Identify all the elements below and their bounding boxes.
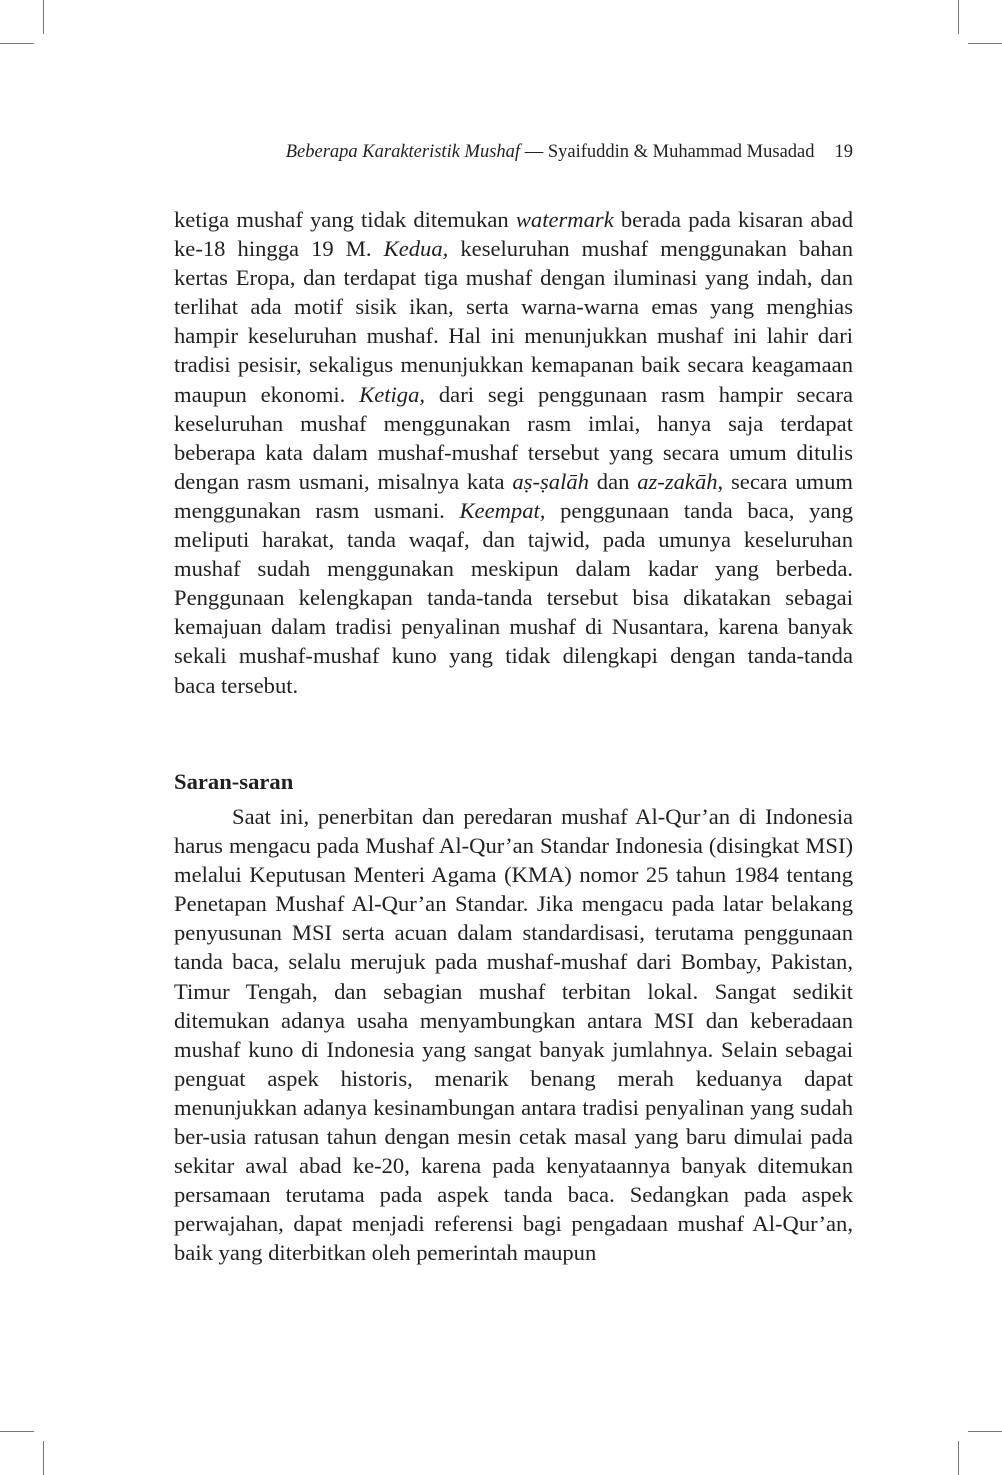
crop-mark-top-left-vertical [43, 0, 44, 34]
text-run: penggunaan tanda baca, yang meliputi harakat, tanda waqaf, dan tajwid, pada umunya keseluruhan mushaf sudah menggunakan meskipun dalam kadar yang berbeda. Penggunaan kelengkapan tanda-tanda tersebut bisa dikatakan sebagai kemajuan dalam tradisi penyalinan mushaf di Nusantara, karena banyak sekali mushaf-mushaf kuno yang tidak dilengkapi dengan tanda-tanda baca tersebut. [174, 497, 853, 698]
crop-mark-top-right-vertical [958, 0, 959, 34]
body-paragraph-2 [174, 802, 853, 1268]
section-heading: Saran-saran [174, 769, 294, 794]
text-run: berada pada kisaran abad ke-18 hingga 19 M. [174, 207, 853, 262]
crop-mark-top-right-horizontal [968, 43, 1002, 44]
italic-term: aṣ-ṣalāh [512, 468, 589, 494]
italic-term: az-zakāh [637, 468, 718, 494]
crop-mark-top-left-horizontal [0, 43, 34, 44]
italic-term: Ketiga, [359, 381, 426, 407]
crop-mark-bottom-right-horizontal [968, 1431, 1002, 1432]
crop-mark-bottom-left-horizontal [0, 1431, 34, 1432]
italic-term: Keempat, [459, 497, 546, 523]
page-number: 19 [834, 142, 853, 162]
text-run: , secara umum menggunakan rasm usmani. [174, 468, 854, 523]
text-run: ketiga mushaf yang tidak ditemukan [174, 207, 516, 232]
italic-term: watermark [515, 207, 614, 232]
text-run: keseluruhan mushaf menggunakan bahan kertas Eropa, dan terdapat tiga mushaf dengan iluminasi yang indah, dan terlihat ada motif sisik ikan, serta warna-warna emas yang menghias hampir keseluruhan mushaf. Hal ini menunjukkan mushaf ini lahir dari tradisi pesisir, sekaligus menunjukkan kemapanan baik secara keagamaan maupun ekonomi. [174, 236, 853, 407]
text-run: dari segi penggunaan rasm hampir secara keseluruhan mushaf menggunakan rasm imlai, hanya saja terdapat beberapa kata dalam mushaf-mushaf tersebut yang secara umum ditulis dengan rasm usmani, misalnya kata [174, 381, 854, 494]
crop-mark-bottom-left-vertical [43, 1441, 44, 1475]
header-title: Beberapa Karakteristik Mushaf [285, 142, 521, 162]
text-run: dan [588, 468, 638, 494]
italic-term: Kedua, [383, 236, 449, 262]
text-run: Saat ini, penerbitan dan peredaran mushaf Al-Qur’an di Indonesia harus mengacu pada Mushaf Al-Qur’an Standar Indonesia (disingkat MSI) melalui Keputusan Menteri Agama (KMA) nomor 25 tahun 1984 tentang Penetapan Mushaf Al-Qur’an Standar. Jika mengacu pada latar belakang penyusunan MSI serta acuan dalam standardisasi, terutama penggunaan tanda baca, selalu merujuk pada mushaf-mushaf dari Bombay, Pakistan, Timur Tengah, dan sebagian mushaf terbitan lokal. Sangat sedikit ditemukan adanya usaha menyambungkan antara MSI dan keberadaan mushaf kuno di Indonesia yang sangat banyak jumlahnya. Selain sebagai penguat aspek historis, menarik benang merah keduanya dapat menunjukkan adanya kesinambungan antara tradisi penyalinan yang sudah ber-usia ratusan tahun dengan mesin cetak masal yang baru dimulai pada sekitar awal abad ke-20, karena pada kenyataannya banyak ditemukan persamaan terutama pada aspek tanda baca. Sedangkan pada aspek perwajahan, dapat menjadi referensi bagi pengadaan mushaf Al-Qur’an, baik yang diterbitkan oleh pemerintah maupun [174, 804, 853, 1266]
running-header [174, 142, 853, 163]
crop-mark-bottom-right-vertical [958, 1441, 959, 1475]
header-authors: — Syaifuddin & Muhammad Musadad [520, 142, 815, 162]
body-paragraph-1 [174, 205, 853, 700]
